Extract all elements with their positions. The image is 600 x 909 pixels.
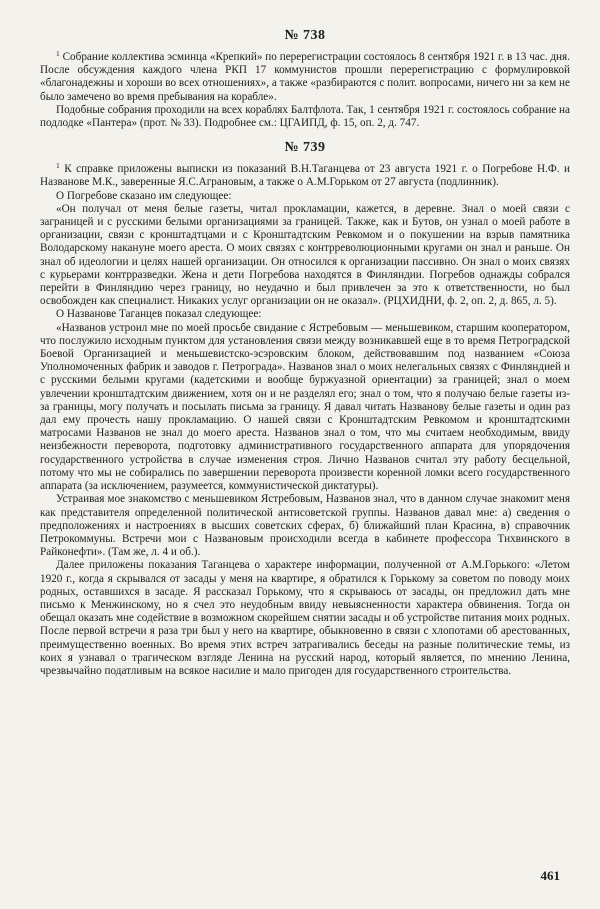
heading-739: № 739 bbox=[284, 140, 326, 156]
paragraph: О Названове Таганцев показал следующее: bbox=[56, 308, 262, 321]
paragraph: Устраивая мое знакомство с меньшевиком Ястребовым, Названов знал, что в данном случае знакомит меня как представителя определенной политической антисоветской группы. Названов давал мне: а) сведения о предположениях и настроениях в высших советских сферах, б) ближайший план Красина, в) справочник Петрокоммуны. Встречи мои с Названовым происходили всегда в кабинете профессора Тихвинского в Райконефти». (Там же, л. 4 и об.). bbox=[40, 493, 570, 559]
footnote-mark: 1 bbox=[56, 49, 60, 58]
page-number: 461 bbox=[540, 868, 560, 883]
paragraph-text: Собрание коллектива эсминца «Крепкий» по перерегистрации состоялось 8 сентября 1921 г. в 13 час. дня. После обсуждения каждого члена РКП 17 коммунистов прошли перерегистрацию с формулировкой «благонадежны и хороши во всех отношениях», а также «разбираются с полит. вопросами, ничего ни за кем не было замечено во время пребывания на корабле». bbox=[40, 51, 570, 103]
paragraph: Подобные собрания проходили на всех кораблях Балтфлота. Так, 1 сентября 1921 г. состоялось собрание на подлодке «Пантера» (прот. № 33). Подробнее см.: ЦГАИПД, ф. 15, оп. 2, д. 747. bbox=[40, 103, 570, 130]
paragraph: «Он получал от меня белые газеты, читал прокламации, кажется, в деревне. Знал о моей связи с заграницей и с русскими белыми организациями за границей. Также, как и Бутов, он узнал о моей работе в организации, связи с кронштадтцами и с Кронштадтским Ревкомом и о покушении на взрыв памятника Володарскому накануне моего ареста. О моих связях с контрреволюционными кругами он знал и раньше. Он знал об идеологии и целях нашей организации. Он относился к организации пассивно. Он знал о моих связях с курьерами контрразведки. Жена и дети Погребова находятся в Финляндии. Погребов однажды собрался перейти в Финляндию через границу, но неудачно и был привлечен за это к ответственности, но был освобожден как специалист. Никаких услуг организации он не оказал». (РЦХИДНИ, ф. 2, оп. 2, д. 865, л. 5). bbox=[40, 202, 570, 308]
paragraph-text: К справке приложены выписки из показаний В.Н.Таганцева от 23 августа 1921 г. о Погребове Н.Ф. и Названове М.К., заверенные Я.С.Аграновым, а также о А.М.Горьком от 27 августа (подлинник). bbox=[40, 163, 570, 189]
heading-738: № 738 bbox=[284, 28, 326, 43]
paragraph: Далее приложены показания Таганцева о характере информации, полученной от А.М.Горького: «Летом 1920 г., когда я скрывался от засады у меня на квартире, я обратился к Горькому за советом по поводу моих родных, оставшихся в засаде. Я рассказал Горькому, что я скрываюсь от засады, он предложил дать мне письмо к Менжинскому, но я счел это неудобным ввиду невыясненности характера обвинения. Тогда он обещал оказать мне содействие в возможном скорейшем снятии засады и об устройстве питания моих родных. После первой встречи я раза три был у него на квартире, обыкновенно в связи с хлопотами об арестованных, преимущественно военных. Во время этих встреч затрагивались беседы на разные политические темы, из коих я узнавал о трагическом взгляде Ленина на русский народ, который является, по мнению Ленина, чрезвычайно податливым на всякое насилие и мало пригоден для государственного строительства. bbox=[40, 559, 570, 677]
paragraph: О Погребове сказано им следующее: bbox=[56, 189, 232, 202]
document-body bbox=[40, 28, 570, 678]
paragraph: «Названов устроил мне по моей просьбе свидание с Ястребовым — меньшевиком, старшим кооператором, что послужило исходным пунктом для установления связи между возникавшей еще в то время Петроградской Боевой Организацией и меньшевистско-эсэровским блоком, действовавшим под названием «Союза Уполномоченных фабрик и заводов г. Петрограда». Названов знал о моих нелегальных связях с Финляндией и с русскими белыми кругами (кадетскими и вообще буржуазной ориентации) за границей; знал о моем увлечении кронштадтским движением, хотя он и не разделял его; знал о том, что я получаю белые газеты из-за границы, могу получать и посылать письма за границу. Я давал читать Названову белые газеты и один раз дал ему прочесть нашу прокламацию. О нашей связи с Кронштадтским Ревкомом и кронштадтскими матросами Названов не знал до моего ареста. Названов знал о том, что мы считаем необходимым, ввиду неизбежности переворота, подготовку административного государственного аппарата для упорядочения государственного устройства в случае изменения строя. Лично Названов считал эту работу бесцельной, потому что мы не собирались по завершении переворота произвести коренной ломки всего государственного аппарата (за исключением, разумеется, коммунистической диктатуры). bbox=[40, 321, 570, 493]
footnote-mark: 1 bbox=[56, 161, 60, 171]
paragraph bbox=[40, 163, 570, 189]
paragraph bbox=[40, 51, 570, 104]
